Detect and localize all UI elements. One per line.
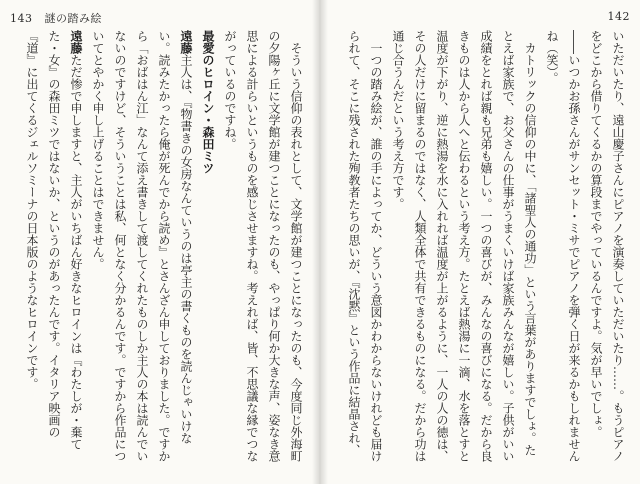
left-running-head xyxy=(10,10,102,26)
running-title: 謎の踏み絵 xyxy=(44,12,102,25)
dialogue-text: 主人は、『物書きの女房なんていうのは亭主の書くものを読んじゃいけない。読みたかったら俺が死んでから読め』とさんざん申しておりました。ですから「おばはん江」なんて添え書きして渡してくれたものしか主人の本は読んでいないのですけど、そういうことは私、何となく分かるんです。ですから作品についてとやかく申し上げることはできません。 xyxy=(91,30,193,462)
book-gutter xyxy=(312,0,328,484)
left-page-text xyxy=(22,30,307,466)
dialogue-text: ただ惨で申しますと、主人がいちばん好きなヒロインは『わたしが・棄てた・女』の森田ミツではないか、というのがあったんです。イタリア映画の『道』に出てくるジェルソミーナの日本版のようなヒロインです。 xyxy=(25,30,83,450)
body-paragraph: ――いつかお孫さんがサンセット・ミサでピアノを弾く日が来るかもしれませんね（笑）。 xyxy=(545,30,581,462)
right-page-text xyxy=(341,30,629,466)
body-paragraph: いただいたり、遠山慶子さんにピアノを演奏していただいたり……。もうピアノをどこから借りてくるかの算段までやっているんですよ。気が早いでしょ。 xyxy=(589,30,625,462)
section-heading: 最愛のヒロイン・森田ミツ xyxy=(201,30,215,174)
left-page xyxy=(0,0,317,484)
dialogue-paragraph xyxy=(87,30,197,466)
dialogue-paragraph xyxy=(22,30,87,466)
body-paragraph: カトリックの信仰の中に、「諸聖人の通功」という言葉がありますでしょ。たとえば家族で、お父さんの仕事がうまくいけば家族みんなが嬉しい。子供がいい成績をとれば親も兄弟も嬉しい。一つの喜びが、みんなの喜びになる。だから良きものは人から人へと伝わるという考え方。たとえば熱湯に一滴、水を落とすと温度が下がり、逆に熱湯を水に入れれば温度が上がるように、一人の人の徳は、その人だけに留まるのではなく、人類全体で共有できるものになる。だから功は通じ合うんだという考え方です。 xyxy=(391,30,537,462)
speaker-label: 遠藤 xyxy=(179,30,193,54)
right-page xyxy=(323,0,640,484)
body-paragraph: 一つの踏み絵が、誰の手によってか、どういう意図かわからないけれども届けられて、そこに残された殉教者たちの思いが、『沈黙』という作品に結晶され、 xyxy=(347,30,383,462)
right-page-number: 142 xyxy=(607,10,630,23)
speaker-label: 遠藤 xyxy=(69,30,83,54)
body-paragraph: そういう信仰の表れとして、文学館が建つことになったのも、今度同じ外海町の夕陽ヶ丘に文学館が建つことになったのも、やっぱり何か大きな声、姿なき意思による計らいというものを感じさせますね。考えれば、皆、不思議な縁でつながっているのですね。 xyxy=(223,30,303,462)
left-page-number: 143 xyxy=(10,12,33,25)
right-running-head xyxy=(608,10,631,23)
